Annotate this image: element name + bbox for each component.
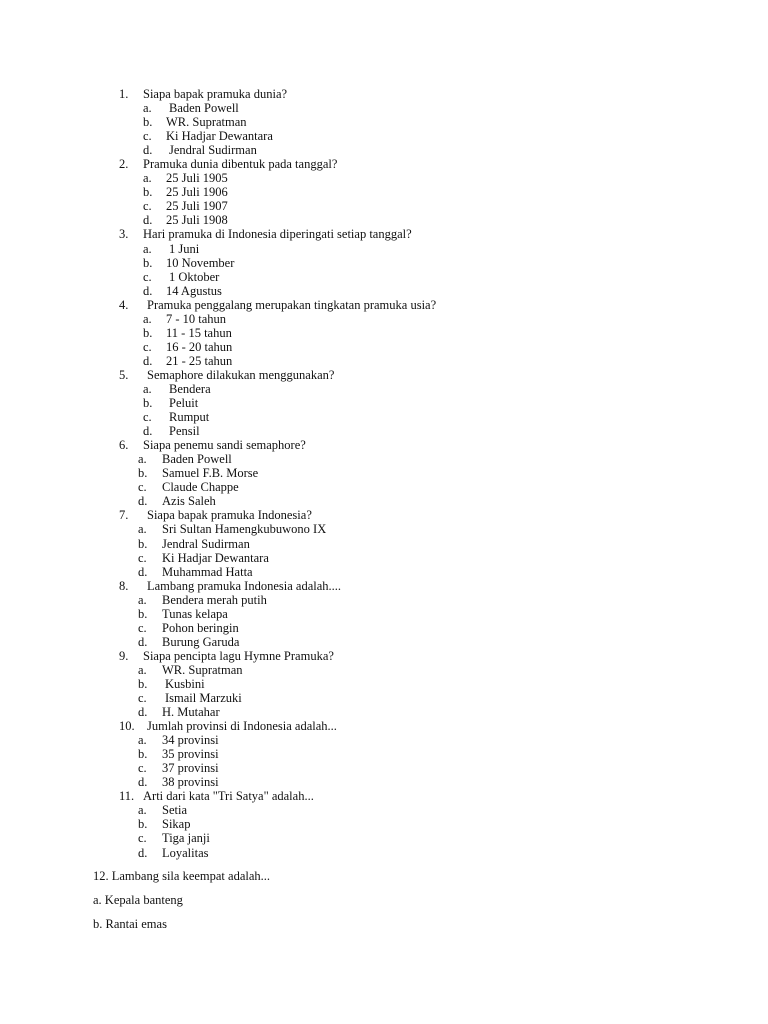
option-text: Claude Chappe	[162, 480, 239, 495]
option-letter: b.	[143, 396, 153, 411]
question-number: 11.	[119, 789, 135, 804]
option-text: WR. Supratman	[162, 662, 243, 677]
question-number: 10.	[119, 719, 135, 734]
option-letter: c.	[138, 761, 147, 776]
option-text: 1 Oktober	[169, 269, 220, 284]
option-letter: c.	[143, 199, 152, 214]
option-row	[0, 199, 768, 213]
option-row	[0, 284, 768, 298]
question-number: 7.	[119, 508, 129, 523]
option-row	[0, 382, 768, 396]
option-text: Bendera merah putih	[162, 592, 267, 607]
question-number: 3.	[119, 227, 129, 242]
question-row	[0, 298, 768, 312]
question-row	[0, 719, 768, 733]
option-row	[0, 256, 768, 270]
option-letter: d.	[138, 634, 148, 649]
option-row	[0, 705, 768, 719]
option-letter: b.	[143, 115, 153, 130]
option-row	[0, 831, 768, 845]
option-text: Tiga janji	[162, 831, 210, 846]
question-number: 6.	[119, 438, 129, 453]
question-text: Jumlah provinsi di Indonesia adalah...	[147, 719, 337, 734]
option-text: 37 provinsi	[162, 761, 219, 776]
question-12-option-a: a. Kepala banteng	[93, 893, 183, 907]
option-text: 25 Juli 1906	[166, 185, 228, 200]
option-row	[0, 803, 768, 817]
option-row	[0, 621, 768, 635]
option-letter: d.	[138, 705, 148, 720]
option-text: Kusbini	[165, 676, 205, 691]
option-text: 7 - 10 tahun	[166, 311, 227, 326]
option-letter: b.	[138, 676, 148, 691]
option-letter: a.	[143, 241, 152, 256]
option-text: Jendral Sudirman	[162, 536, 250, 551]
option-row	[0, 143, 768, 157]
question-number: 8.	[119, 578, 129, 593]
option-letter: a.	[143, 311, 152, 326]
option-row	[0, 761, 768, 775]
question-12-text: 12. Lambang sila keempat adalah...	[93, 869, 271, 883]
option-letter: c.	[138, 620, 147, 635]
option-letter: d.	[143, 143, 153, 158]
option-letter: c.	[143, 269, 152, 284]
option-row	[0, 340, 768, 354]
option-letter: d.	[138, 494, 148, 509]
question-row	[0, 227, 768, 241]
option-row	[0, 213, 768, 227]
option-text: Sikap	[162, 817, 191, 832]
option-letter: a.	[143, 381, 152, 396]
option-row	[0, 494, 768, 508]
question-text: Siapa bapak pramuka Indonesia?	[147, 508, 312, 523]
option-text: Baden Powell	[169, 101, 239, 116]
option-row	[0, 775, 768, 789]
option-text: Baden Powell	[162, 452, 232, 467]
option-row	[0, 747, 768, 761]
option-text: Setia	[162, 803, 187, 818]
option-row	[0, 663, 768, 677]
option-letter: a.	[138, 733, 147, 748]
option-row	[0, 522, 768, 536]
question-row	[0, 438, 768, 452]
question-text: Arti dari kata "Tri Satya" adalah...	[143, 789, 314, 804]
option-text: Azis Saleh	[162, 494, 216, 509]
option-text: Ki Hadjar Dewantara	[162, 550, 269, 565]
option-letter: c.	[143, 410, 152, 425]
option-text: 16 - 20 tahun	[166, 339, 233, 354]
question-text: Pramuka dunia dibentuk pada tanggal?	[143, 157, 338, 172]
question-text: Semaphore dilakukan menggunakan?	[147, 367, 335, 382]
question-row	[0, 508, 768, 522]
option-row	[0, 607, 768, 621]
option-row	[0, 466, 768, 480]
option-letter: d.	[138, 564, 148, 579]
option-row	[0, 242, 768, 256]
option-letter: d.	[143, 353, 153, 368]
question-list	[0, 87, 768, 860]
option-text: 34 provinsi	[162, 733, 219, 748]
option-letter: a.	[138, 522, 147, 537]
option-letter: b.	[143, 255, 153, 270]
option-text: Burung Garuda	[162, 634, 240, 649]
option-letter: a.	[138, 592, 147, 607]
option-text: Muhammad Hatta	[162, 564, 253, 579]
option-letter: c.	[138, 831, 147, 846]
option-letter: b.	[143, 185, 153, 200]
question-text: Pramuka penggalang merupakan tingkatan pramuka usia?	[147, 297, 437, 312]
option-letter: b.	[138, 536, 148, 551]
option-text: 1 Juni	[169, 241, 200, 256]
option-letter: a.	[143, 101, 152, 116]
option-row	[0, 593, 768, 607]
option-letter: b.	[143, 325, 153, 340]
option-letter: b.	[138, 466, 148, 481]
option-text: WR. Supratman	[166, 115, 247, 130]
option-text: Ki Hadjar Dewantara	[166, 129, 273, 144]
option-text: 25 Juli 1908	[166, 213, 228, 228]
option-letter: a.	[138, 452, 147, 467]
option-letter: c.	[138, 480, 147, 495]
option-row	[0, 691, 768, 705]
question-number: 2.	[119, 157, 129, 172]
question-row	[0, 579, 768, 593]
option-text: Loyalitas	[162, 845, 209, 860]
option-text: 35 provinsi	[162, 747, 219, 762]
option-text: Samuel F.B. Morse	[162, 466, 259, 481]
option-row	[0, 733, 768, 747]
option-letter: d.	[138, 845, 148, 860]
option-row	[0, 171, 768, 185]
option-row	[0, 326, 768, 340]
option-row	[0, 846, 768, 860]
option-letter: c.	[143, 339, 152, 354]
option-text: Pohon beringin	[162, 620, 239, 635]
option-row	[0, 551, 768, 565]
question-row	[0, 368, 768, 382]
option-text: Tunas kelapa	[162, 606, 228, 621]
option-text: 25 Juli 1905	[166, 171, 228, 186]
option-text: Sri Sultan Hamengkubuwono IX	[162, 522, 327, 537]
option-text: 14 Agustus	[166, 283, 222, 298]
option-row	[0, 537, 768, 551]
option-row	[0, 396, 768, 410]
option-letter: c.	[138, 550, 147, 565]
option-row	[0, 101, 768, 115]
question-number: 4.	[119, 297, 129, 312]
option-text: Pensil	[169, 424, 200, 439]
option-text: Bendera	[169, 381, 211, 396]
question-text: Hari pramuka di Indonesia diperingati setiap tanggal?	[143, 227, 412, 242]
option-letter: a.	[138, 662, 147, 677]
option-text: H. Mutahar	[162, 705, 220, 720]
option-row	[0, 312, 768, 326]
option-text: 10 November	[166, 255, 235, 270]
option-row	[0, 817, 768, 831]
option-row	[0, 480, 768, 494]
question-row	[0, 789, 768, 803]
option-letter: d.	[143, 213, 153, 228]
question-text: Lambang pramuka Indonesia adalah....	[147, 578, 342, 593]
option-text: 11 - 15 tahun	[166, 325, 232, 340]
option-row	[0, 129, 768, 143]
option-letter: a.	[138, 803, 147, 818]
option-text: 25 Juli 1907	[166, 199, 228, 214]
option-letter: a.	[143, 171, 152, 186]
option-letter: d.	[138, 775, 148, 790]
question-row	[0, 157, 768, 171]
option-row	[0, 115, 768, 129]
question-row	[0, 87, 768, 101]
option-letter: b.	[138, 606, 148, 621]
option-text: Ismail Marzuki	[165, 691, 242, 706]
option-letter: d.	[143, 424, 153, 439]
option-text: Rumput	[169, 410, 210, 425]
option-row	[0, 410, 768, 424]
option-text: 38 provinsi	[162, 775, 219, 790]
option-text: Peluit	[169, 396, 199, 411]
question-number: 1.	[119, 87, 129, 101]
option-row	[0, 354, 768, 368]
option-letter: c.	[143, 129, 152, 144]
option-letter: d.	[143, 283, 153, 298]
option-row	[0, 677, 768, 691]
question-text: Siapa bapak pramuka dunia?	[143, 87, 288, 101]
option-row	[0, 452, 768, 466]
question-12-option-b: b. Rantai emas	[93, 917, 167, 931]
option-row	[0, 185, 768, 199]
option-letter: b.	[138, 817, 148, 832]
option-row	[0, 424, 768, 438]
question-text: Siapa penemu sandi semaphore?	[143, 438, 306, 453]
option-text: Jendral Sudirman	[169, 143, 257, 158]
question-row	[0, 649, 768, 663]
question-number: 9.	[119, 648, 129, 663]
option-letter: b.	[138, 747, 148, 762]
question-text: Siapa pencipta lagu Hymne Pramuka?	[143, 648, 334, 663]
option-row	[0, 565, 768, 579]
question-number: 5.	[119, 367, 129, 382]
option-letter: c.	[138, 691, 147, 706]
option-row	[0, 635, 768, 649]
option-text: 21 - 25 tahun	[166, 353, 233, 368]
option-row	[0, 270, 768, 284]
